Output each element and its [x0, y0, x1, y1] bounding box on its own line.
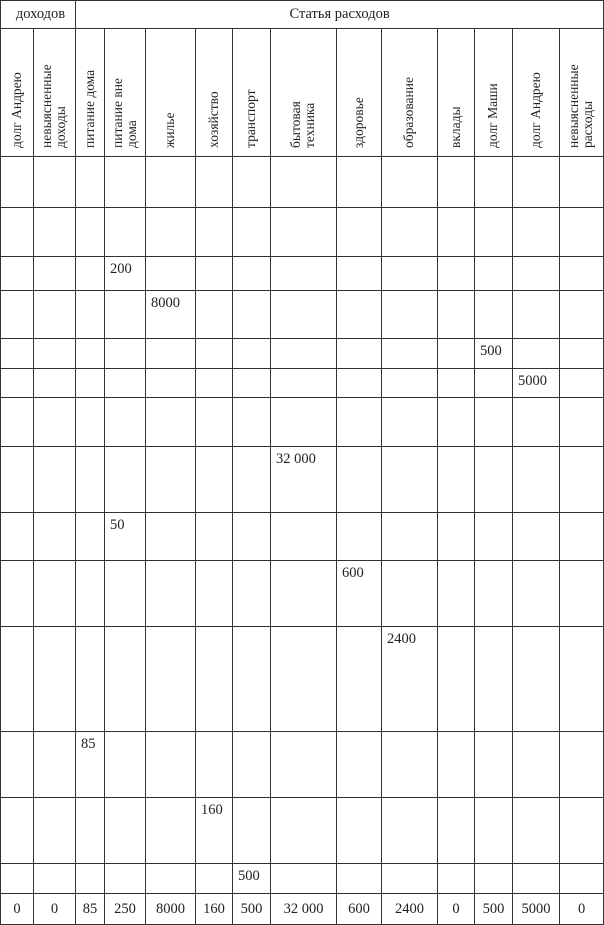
column-header-label: транспорт	[243, 89, 259, 148]
entry-cell	[34, 561, 76, 627]
total-cell: 0	[34, 894, 76, 925]
entry-cell	[382, 369, 438, 398]
column-header	[233, 29, 271, 157]
entry-cell	[382, 339, 438, 369]
total-cell: 500	[475, 894, 513, 925]
entry-cell	[1, 339, 34, 369]
entry-cell	[271, 369, 337, 398]
column-header	[76, 29, 105, 157]
entry-cell	[438, 291, 475, 339]
entry-cell	[34, 291, 76, 339]
entry-row	[1, 291, 604, 339]
entry-cell	[271, 208, 337, 257]
entry-cell	[475, 157, 513, 208]
column-header	[382, 29, 438, 157]
column-header-label: питание дома	[81, 69, 97, 148]
entry-cell	[196, 513, 233, 561]
column-header	[1, 29, 34, 157]
entry-cell	[1, 208, 34, 257]
entry-cell	[337, 447, 382, 513]
entry-cell	[146, 513, 196, 561]
entry-row	[1, 257, 604, 291]
entry-cell	[105, 339, 146, 369]
entry-cell	[34, 369, 76, 398]
entry-cell: 2400	[382, 627, 438, 732]
entry-cell	[76, 208, 105, 257]
entry-cell	[382, 513, 438, 561]
entry-cell	[105, 447, 146, 513]
entry-cell	[196, 339, 233, 369]
entry-cell	[560, 339, 604, 369]
total-cell: 0	[438, 894, 475, 925]
entry-cell	[146, 447, 196, 513]
entry-cell	[560, 398, 604, 447]
entry-cell	[513, 561, 560, 627]
entry-cell	[196, 291, 233, 339]
entry-cell	[271, 291, 337, 339]
entry-cell	[475, 369, 513, 398]
income-group-header: доходов	[1, 1, 76, 29]
entry-cell	[513, 513, 560, 561]
entry-cell	[105, 157, 146, 208]
column-header	[438, 29, 475, 157]
entry-cell	[1, 398, 34, 447]
entry-cell	[146, 157, 196, 208]
entry-cell	[105, 561, 146, 627]
total-cell: 160	[196, 894, 233, 925]
entry-cell	[76, 257, 105, 291]
entry-cell	[382, 732, 438, 798]
entry-cell	[196, 208, 233, 257]
entry-cell	[560, 257, 604, 291]
entry-cell	[475, 627, 513, 732]
entry-cell	[382, 561, 438, 627]
entry-cell	[560, 369, 604, 398]
entry-cell	[76, 339, 105, 369]
entry-cell	[146, 627, 196, 732]
total-cell: 32 000	[271, 894, 337, 925]
entry-cell	[233, 398, 271, 447]
entry-cell	[513, 339, 560, 369]
entry-cell: 500	[233, 864, 271, 894]
entry-cell	[438, 513, 475, 561]
column-header-label: питание вне дома	[109, 78, 139, 148]
column-header-label: невыясненные доходы	[39, 64, 69, 148]
entry-cell: 500	[475, 339, 513, 369]
entry-cell	[1, 447, 34, 513]
entry-cell: 32 000	[271, 447, 337, 513]
column-header-label: долг Андрею	[527, 72, 543, 148]
entry-cell	[560, 208, 604, 257]
entry-cell	[513, 447, 560, 513]
entry-cell	[382, 208, 438, 257]
entry-cell	[233, 369, 271, 398]
entry-cell	[337, 369, 382, 398]
entry-cell	[337, 339, 382, 369]
entry-row	[1, 339, 604, 369]
column-header-label: долг Андрею	[8, 72, 24, 148]
entry-cell	[1, 732, 34, 798]
entry-cell	[560, 157, 604, 208]
entry-cell	[146, 257, 196, 291]
entry-cell	[1, 157, 34, 208]
expense-group-header: Статья расходов	[76, 1, 604, 29]
entry-cell	[560, 447, 604, 513]
entry-cell	[146, 864, 196, 894]
entry-cell	[475, 561, 513, 627]
entry-cell	[438, 398, 475, 447]
entry-cell	[105, 369, 146, 398]
entry-cell	[337, 291, 382, 339]
entry-cell	[382, 291, 438, 339]
entry-cell	[475, 447, 513, 513]
entry-cell	[105, 291, 146, 339]
entry-cell	[76, 513, 105, 561]
entry-cell	[560, 561, 604, 627]
entry-cell	[196, 627, 233, 732]
entry-cell	[271, 157, 337, 208]
entry-cell	[233, 513, 271, 561]
entry-cell	[196, 257, 233, 291]
entry-cell	[76, 157, 105, 208]
entry-cell	[438, 369, 475, 398]
entry-cell	[233, 561, 271, 627]
total-cell: 0	[560, 894, 604, 925]
entry-cell	[34, 732, 76, 798]
column-header-label: вклады	[447, 106, 463, 148]
column-header	[337, 29, 382, 157]
entry-cell	[438, 627, 475, 732]
entry-cell	[76, 369, 105, 398]
entry-cell	[34, 257, 76, 291]
entry-cell	[475, 513, 513, 561]
entry-cell	[271, 398, 337, 447]
entry-cell	[475, 208, 513, 257]
entry-cell	[76, 291, 105, 339]
column-header-label: долг Маши	[485, 83, 501, 148]
entry-cell: 50	[105, 513, 146, 561]
entry-cell	[34, 208, 76, 257]
entry-cell	[438, 208, 475, 257]
entry-cell	[475, 732, 513, 798]
entry-cell	[196, 369, 233, 398]
entry-row	[1, 369, 604, 398]
entry-cell	[233, 157, 271, 208]
entry-cell	[271, 561, 337, 627]
entry-cell	[337, 864, 382, 894]
entry-row	[1, 447, 604, 513]
entry-cell	[438, 339, 475, 369]
entry-cell	[146, 369, 196, 398]
entry-cell	[76, 864, 105, 894]
entry-cell	[1, 369, 34, 398]
column-header-label: образование	[401, 77, 417, 148]
entry-cell	[146, 732, 196, 798]
entry-cell	[337, 398, 382, 447]
entry-cell	[76, 398, 105, 447]
entry-cell	[560, 291, 604, 339]
entry-cell	[271, 339, 337, 369]
entry-cell: 85	[76, 732, 105, 798]
column-header	[560, 29, 604, 157]
entry-cell	[271, 732, 337, 798]
entry-cell	[1, 257, 34, 291]
total-cell: 8000	[146, 894, 196, 925]
entry-cell	[34, 398, 76, 447]
entry-cell	[1, 627, 34, 732]
entry-cell	[34, 627, 76, 732]
total-cell: 2400	[382, 894, 438, 925]
entry-cell	[475, 398, 513, 447]
entry-cell	[233, 732, 271, 798]
entry-cell	[1, 291, 34, 339]
entry-cell: 5000	[513, 369, 560, 398]
entry-cell	[233, 447, 271, 513]
column-header-label: жилье	[162, 112, 178, 148]
column-header	[475, 29, 513, 157]
entry-cell	[34, 157, 76, 208]
entry-cell	[233, 291, 271, 339]
entry-cell	[271, 864, 337, 894]
entry-row	[1, 398, 604, 447]
entry-cell	[196, 447, 233, 513]
entry-row	[1, 627, 604, 732]
entry-cell	[105, 398, 146, 447]
entry-cell	[438, 447, 475, 513]
entry-cell: 160	[196, 798, 233, 864]
entry-cell	[475, 291, 513, 339]
entry-cell	[76, 561, 105, 627]
entry-cell	[513, 208, 560, 257]
entry-cell	[1, 513, 34, 561]
entry-row	[1, 208, 604, 257]
entry-row	[1, 157, 604, 208]
entry-cell	[34, 864, 76, 894]
entry-row	[1, 513, 604, 561]
entry-cell	[146, 208, 196, 257]
column-header-label: бытовая техника	[288, 101, 318, 148]
entry-cell	[196, 157, 233, 208]
entry-cell	[438, 157, 475, 208]
total-cell: 500	[233, 894, 271, 925]
entry-cell	[513, 157, 560, 208]
total-cell: 5000	[513, 894, 560, 925]
total-cell: 85	[76, 894, 105, 925]
entry-cell	[513, 627, 560, 732]
column-header-label: хозяйство	[205, 91, 221, 148]
entry-row	[1, 561, 604, 627]
entry-cell	[438, 257, 475, 291]
entry-cell	[233, 627, 271, 732]
entry-cell: 200	[105, 257, 146, 291]
entry-cell	[233, 208, 271, 257]
entry-cell	[382, 447, 438, 513]
entry-cell	[382, 398, 438, 447]
entry-cell	[438, 732, 475, 798]
entry-cell	[146, 561, 196, 627]
entry-cell	[513, 398, 560, 447]
entry-cell	[560, 513, 604, 561]
entry-cell	[382, 157, 438, 208]
total-cell: 600	[337, 894, 382, 925]
entry-cell	[271, 513, 337, 561]
entry-cell	[475, 864, 513, 894]
entry-row	[1, 732, 604, 798]
entry-cell	[513, 257, 560, 291]
entry-cell	[196, 732, 233, 798]
total-cell: 0	[1, 894, 34, 925]
column-header	[34, 29, 76, 157]
entry-cell	[34, 339, 76, 369]
entry-cell	[337, 627, 382, 732]
entry-row	[1, 864, 604, 894]
entry-cell	[34, 447, 76, 513]
entry-cell	[438, 561, 475, 627]
entry-cell	[337, 513, 382, 561]
entry-cell	[196, 561, 233, 627]
column-header-label: невыясненные расходы	[566, 64, 596, 148]
entry-cell: 600	[337, 561, 382, 627]
entry-cell	[560, 864, 604, 894]
entry-cell	[196, 398, 233, 447]
entry-cell	[475, 257, 513, 291]
column-header-row	[1, 29, 604, 157]
entry-cell	[271, 627, 337, 732]
entry-cell	[560, 627, 604, 732]
total-cell: 250	[105, 894, 146, 925]
entry-cell	[233, 339, 271, 369]
entry-cell	[513, 864, 560, 894]
entry-cell	[513, 732, 560, 798]
entry-cell	[105, 627, 146, 732]
entry-cell	[513, 291, 560, 339]
entry-cell	[337, 208, 382, 257]
totals-row	[1, 894, 604, 925]
entry-cell	[337, 157, 382, 208]
entry-cell	[382, 864, 438, 894]
entry-cell	[233, 257, 271, 291]
entry-cell	[1, 561, 34, 627]
entry-cell	[76, 447, 105, 513]
entry-cell	[337, 732, 382, 798]
entry-cell	[337, 257, 382, 291]
group-header-row	[1, 1, 604, 29]
entry-cell	[560, 732, 604, 798]
column-header	[513, 29, 560, 157]
column-header-label: здоровье	[350, 97, 366, 148]
entry-cell	[105, 732, 146, 798]
column-header	[105, 29, 146, 157]
entry-cell	[105, 208, 146, 257]
entry-cell	[34, 513, 76, 561]
column-header	[271, 29, 337, 157]
entry-cell	[271, 257, 337, 291]
entry-cell	[146, 398, 196, 447]
entry-cell: 8000	[146, 291, 196, 339]
entry-cell	[1, 864, 34, 894]
column-header	[196, 29, 233, 157]
entry-cell	[76, 627, 105, 732]
column-header	[146, 29, 196, 157]
entry-cell	[438, 864, 475, 894]
entry-cell	[146, 339, 196, 369]
entry-cell	[105, 864, 146, 894]
entry-cell	[196, 864, 233, 894]
entry-cell	[382, 257, 438, 291]
